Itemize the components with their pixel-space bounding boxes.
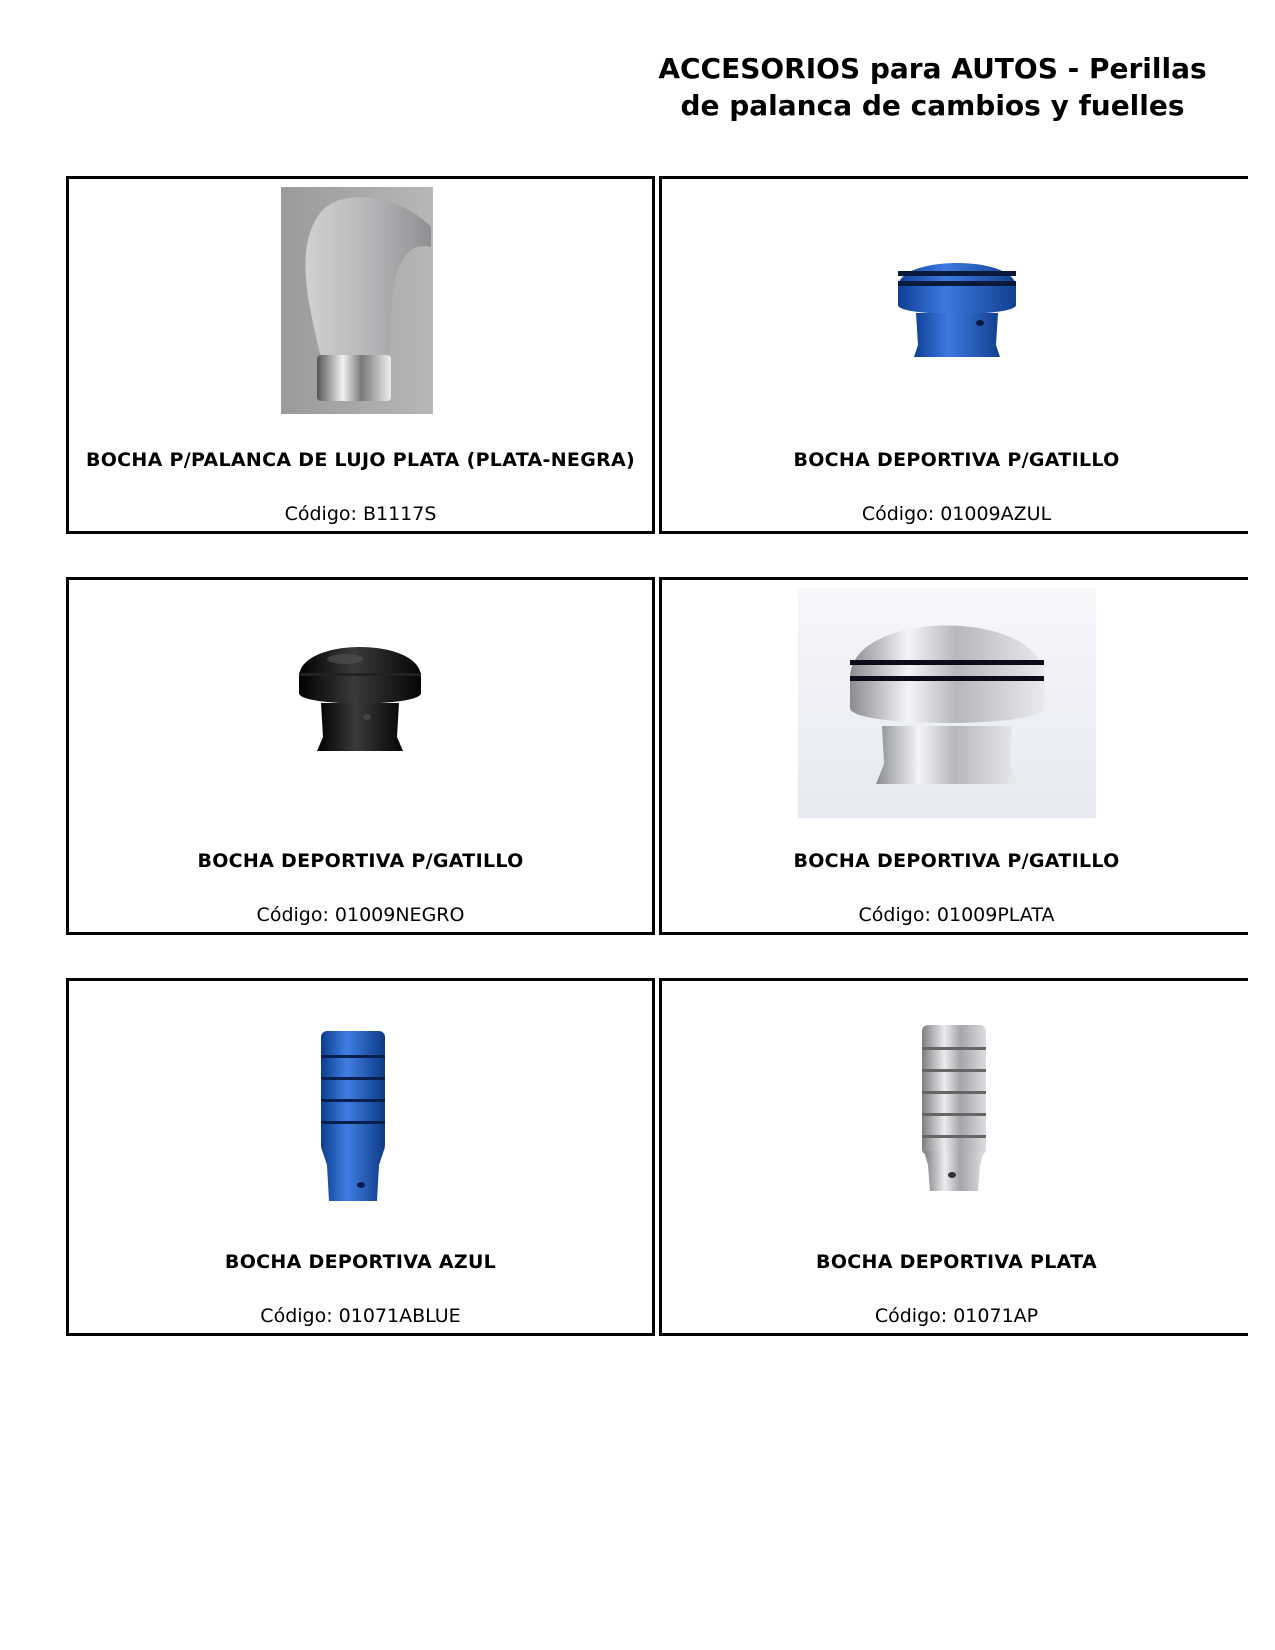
product-code: Código: 01009PLATA — [858, 904, 1055, 926]
silver-gear-knob-icon — [281, 187, 433, 414]
page-title-line-2: de palanca de cambios y fuelles — [680, 89, 1185, 122]
product-code: Código: B1117S — [284, 503, 437, 525]
black-sport-knob-icon — [295, 633, 425, 763]
product-photo — [69, 989, 652, 1227]
blue-cylinder-knob-icon — [313, 1025, 393, 1207]
product-card — [659, 176, 1248, 534]
product-photo — [69, 187, 652, 425]
product-name: BOCHA DEPORTIVA P/GATILLO — [793, 850, 1120, 872]
product-photo — [662, 588, 1248, 826]
product-card — [66, 577, 655, 935]
silver-cylinder-knob-icon — [914, 1019, 994, 1201]
blue-sport-knob-icon — [892, 247, 1022, 367]
product-name: BOCHA DEPORTIVA AZUL — [224, 1251, 497, 1273]
page-title-line-1: ACCESORIOS para AUTOS - Perillas — [658, 52, 1207, 85]
product-name: BOCHA DEPORTIVA P/GATILLO — [793, 449, 1120, 471]
product-card — [66, 978, 655, 1336]
product-card — [659, 978, 1248, 1336]
product-code: Código: 01009NEGRO — [256, 904, 465, 926]
product-photo — [662, 187, 1248, 425]
product-photo — [662, 989, 1248, 1227]
product-code: Código: 01071ABLUE — [260, 1305, 461, 1327]
silver-sport-knob-icon — [798, 588, 1096, 818]
product-card — [66, 176, 655, 534]
product-code: Código: 01071AP — [874, 1305, 1039, 1327]
product-card — [659, 577, 1248, 935]
page-title — [640, 50, 1225, 124]
product-name: BOCHA DEPORTIVA PLATA — [816, 1251, 1097, 1273]
product-name: BOCHA P/PALANCA DE LUJO PLATA (PLATA-NEGRA) — [85, 449, 636, 471]
product-code: Código: 01009AZUL — [861, 503, 1052, 525]
product-photo — [69, 588, 652, 826]
product-name: BOCHA DEPORTIVA P/GATILLO — [197, 850, 524, 872]
